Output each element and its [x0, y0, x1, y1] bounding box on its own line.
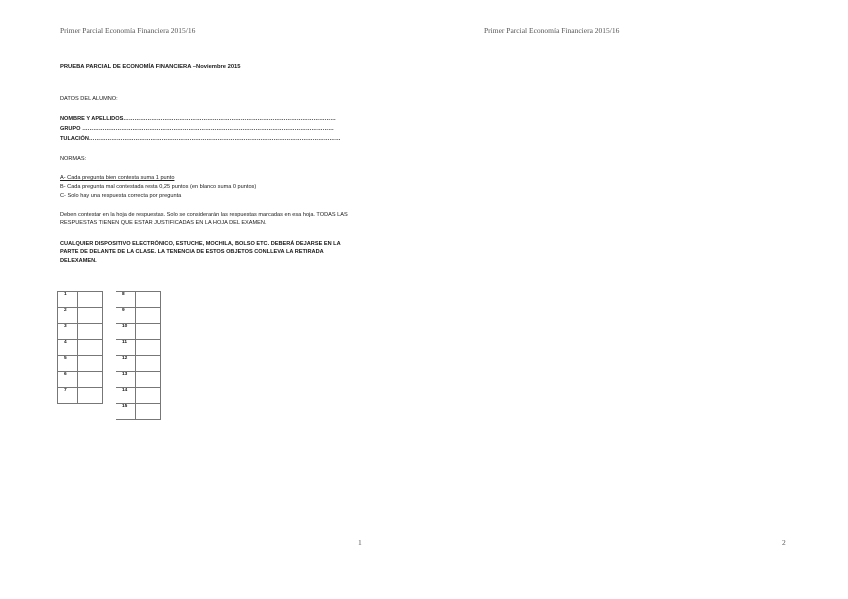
answer-cell[interactable]: [136, 404, 161, 420]
answer-cell[interactable]: [136, 388, 161, 404]
question-number: 8: [116, 292, 136, 308]
answer-cell[interactable]: [78, 308, 103, 324]
answer-cell[interactable]: [78, 356, 103, 372]
answer-cell[interactable]: [136, 292, 161, 308]
question-number: 7: [58, 388, 78, 404]
answer-cell[interactable]: [136, 356, 161, 372]
answer-cell[interactable]: [78, 292, 103, 308]
question-number: 3: [58, 324, 78, 340]
table-row: [58, 324, 161, 340]
answer-cell[interactable]: [78, 388, 103, 404]
answer-cell[interactable]: [78, 340, 103, 356]
question-number: 15: [116, 404, 136, 420]
devices-paragraph: CUALQUIER DISPOSITIVO ELECTRÓNICO, ESTUCHE, MOCHILA, BOLSO ETC. DEBERÁ DEJARSE EN LA PARTE DE DELANTE DE LA CLASE. LA TENENCIA DE ESTOS OBJETOS CONLLEVA LA RETIRADA DELEXAMEN.: [60, 241, 341, 264]
table-row: [58, 356, 161, 372]
header-right: Primer Parcial Economía Financiera 2015/16: [484, 26, 620, 35]
question-number: 14: [116, 388, 136, 404]
question-number: 11: [116, 340, 136, 356]
table-row: [58, 388, 161, 404]
rules-label: NORMAS:: [60, 156, 87, 162]
field-group: GRUPO ………………………………………………………………………………………………………………………: [60, 126, 334, 132]
student-data-label: DATOS DEL ALUMNO:: [60, 96, 118, 102]
exam-title: PRUEBA PARCIAL DE ECONOMÍA FINANCIERA –Noviembre 2015: [60, 64, 241, 70]
answer-cell[interactable]: [136, 372, 161, 388]
question-number: 10: [116, 324, 136, 340]
question-number: 12: [116, 356, 136, 372]
answer-cell[interactable]: [136, 340, 161, 356]
answer-cell[interactable]: [78, 372, 103, 388]
page-number-right: 2: [782, 538, 786, 547]
answer-table: [57, 291, 161, 420]
question-number: 2: [58, 308, 78, 324]
question-number: 1: [58, 292, 78, 308]
instructions-paragraph: Deben contestar en la hoja de respuestas. Solo se considerarán las respuestas marcadas en esa hoja. TODAS LAS RESPUESTAS TIENEN QUE ESTAR JUSTIFICADAS EN LA HOJA DEL EXAMEN.: [60, 212, 348, 227]
field-degree: TULACIÓN………………………………………………………………………………………………………………………: [60, 136, 341, 142]
rule-c: C- Solo hay una respuesta correcta por pregunta: [60, 193, 182, 199]
answer-cell[interactable]: [136, 324, 161, 340]
answer-cell[interactable]: [136, 308, 161, 324]
rule-a: A- Cada pregunta bien contesta suma 1 punto: [60, 175, 175, 181]
header-left: Primer Parcial Economía Financiera 2015/16: [60, 26, 196, 35]
page-number-left: 1: [358, 538, 362, 547]
table-row: [58, 292, 161, 308]
question-number: 4: [58, 340, 78, 356]
question-number: 5: [58, 356, 78, 372]
question-number: 9: [116, 308, 136, 324]
question-number: 6: [58, 372, 78, 388]
answer-cell[interactable]: [78, 324, 103, 340]
field-name: NOMBRE Y APELLIDOS……………………………………………………………………………………………………: [60, 116, 336, 122]
table-row: [58, 404, 161, 420]
table-row: [58, 340, 161, 356]
table-row: [58, 372, 161, 388]
table-row: [58, 308, 161, 324]
rule-b: B- Cada pregunta mal contestada resta 0,25 puntos (en blanco suma 0 puntos): [60, 184, 257, 190]
question-number: 13: [116, 372, 136, 388]
